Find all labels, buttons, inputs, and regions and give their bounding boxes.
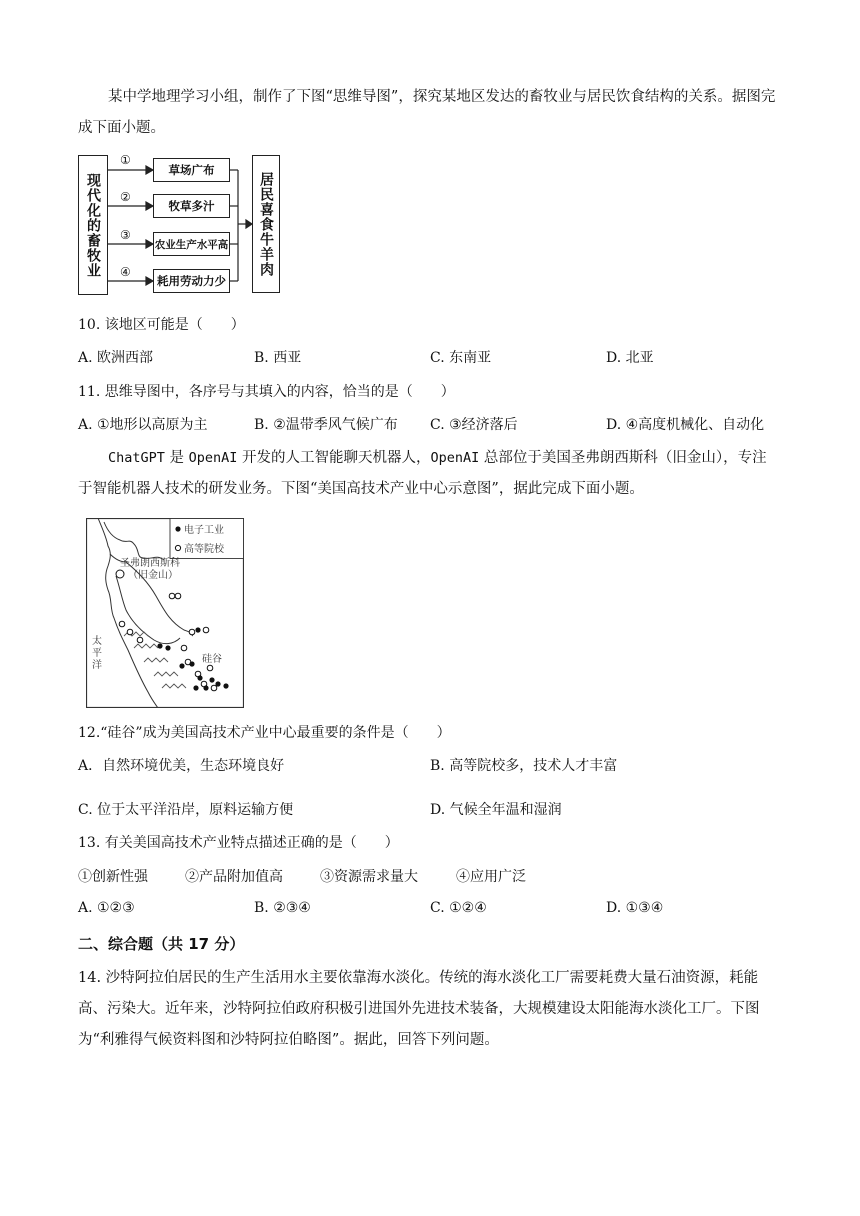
openai-term: OpenAI [430,450,480,466]
mind-map-number-4: ④ [120,265,131,279]
question-10-option-c: C. 东南亚 [430,350,492,366]
question-11-option-b: B. ②温带季风气候广布 [254,417,398,433]
pacific-ocean-label-2: 平 [92,648,102,659]
pacific-ocean-label-3: 洋 [92,660,102,671]
question-11-option-a: A. ①地形以高原为主 [78,417,208,433]
legend-electronics-label: 电子工业 [184,525,224,536]
question-10-stem: 10. 该地区可能是（ ） [78,317,245,333]
san-francisco-university-marker [116,570,124,578]
mind-map-item-4: 耗用劳动力少 [153,269,230,293]
question-13-option-b: B. ②③④ [254,900,311,916]
silicon-valley-map [86,518,244,708]
question-10-option-b: B. 西亚 [254,350,302,366]
mind-map-number-3: ③ [120,228,131,242]
question-10-option-d: D. 北亚 [606,350,654,366]
intro-paragraph-2: ChatGPT 是 OpenAI 开发的人工智能聊天机器人，OpenAI 总部位于美国圣弗朗西斯科（旧金山），专注于智能机器人技术的研发业务。下图“美国高技术产业中心示意图”，据此完成下面小题。 [78,450,767,497]
chatgpt-term: ChatGPT [108,450,165,466]
question-13-option-c: C. ①②④ [430,900,487,916]
mind-map-figure [78,152,282,296]
question-14-text: 14. 沙特阿拉伯居民的生产生活用水主要依靠海水淡化。传统的海水淡化工厂需要耗费大量石油资源，耗能高、污染大。近年来，沙特阿拉伯政府积极引进国外先进技术装备，大规模建设太阳能海水淡化工厂。下图为“利雅得气候资料图和沙特阿拉伯略图”。据此，回答下列问题。 [78,970,760,1048]
question-13-option-a: A. ①②③ [78,900,135,916]
section-2-title: 二、综合题（共 17 分） [78,935,245,953]
question-13-option-d: D. ①③④ [606,900,664,916]
question-10-option-a: A. 欧洲西部 [78,350,154,366]
silicon-valley-label: 硅谷 [202,654,222,665]
question-13-statement-3: ③资源需求量大 [320,869,418,885]
question-13-stem: 13. 有关美国高技术产业特点描述正确的是（ ） [78,835,399,851]
question-12-option-c: C. 位于太平洋沿岸，原料运输方便 [78,802,294,818]
san-francisco-sublabel: （旧金山） [128,570,178,581]
legend-university-label: 高等院校 [184,544,224,555]
question-13-statement-2: ②产品附加值高 [185,869,283,885]
question-12-stem: 12.“硅谷”成为美国高技术产业中心最重要的条件是（ ） [78,725,451,741]
mind-map-left-title: 现代化的畜牧业 [78,155,108,295]
question-11-option-c: C. ③经济落后 [430,417,518,433]
university-marker [175,545,180,550]
electronics-industry-marker [175,526,180,531]
pacific-ocean-label-1: 太 [92,636,102,647]
mind-map-item-1: 草场广布 [153,158,230,182]
question-11-option-d: D. ④高度机械化、自动化 [606,417,765,433]
mind-map-number-1: ① [120,153,131,167]
question-12-option-a: A．自然环境优美，生态环境良好 [78,758,285,774]
intro-paragraph-1: 某中学地理学习小组，制作了下图“思维导图”，探究某地区发达的畜牧业与居民饮食结构的关系。据图完成下面小题。 [78,89,776,136]
question-13-statement-4: ④应用广泛 [456,869,526,885]
mind-map-number-2: ② [120,190,131,204]
question-13-statement-1: ①创新性强 [78,869,148,885]
question-11-stem: 11. 思维导图中，各序号与其填入的内容，恰当的是（ ） [78,384,455,400]
san-francisco-label: 圣弗朗西斯科 [120,558,180,569]
mind-map-right-title: 居民喜食牛羊肉 [252,155,280,293]
mind-map-item-3: 农业生产水平高 [153,232,230,256]
mind-map-item-2: 牧草多汁 [153,194,230,218]
openai-term: OpenAI [188,450,238,466]
question-12-option-d: D. 气候全年温和湿润 [430,802,562,818]
question-12-option-b: B. 高等院校多，技术人才丰富 [430,758,618,774]
